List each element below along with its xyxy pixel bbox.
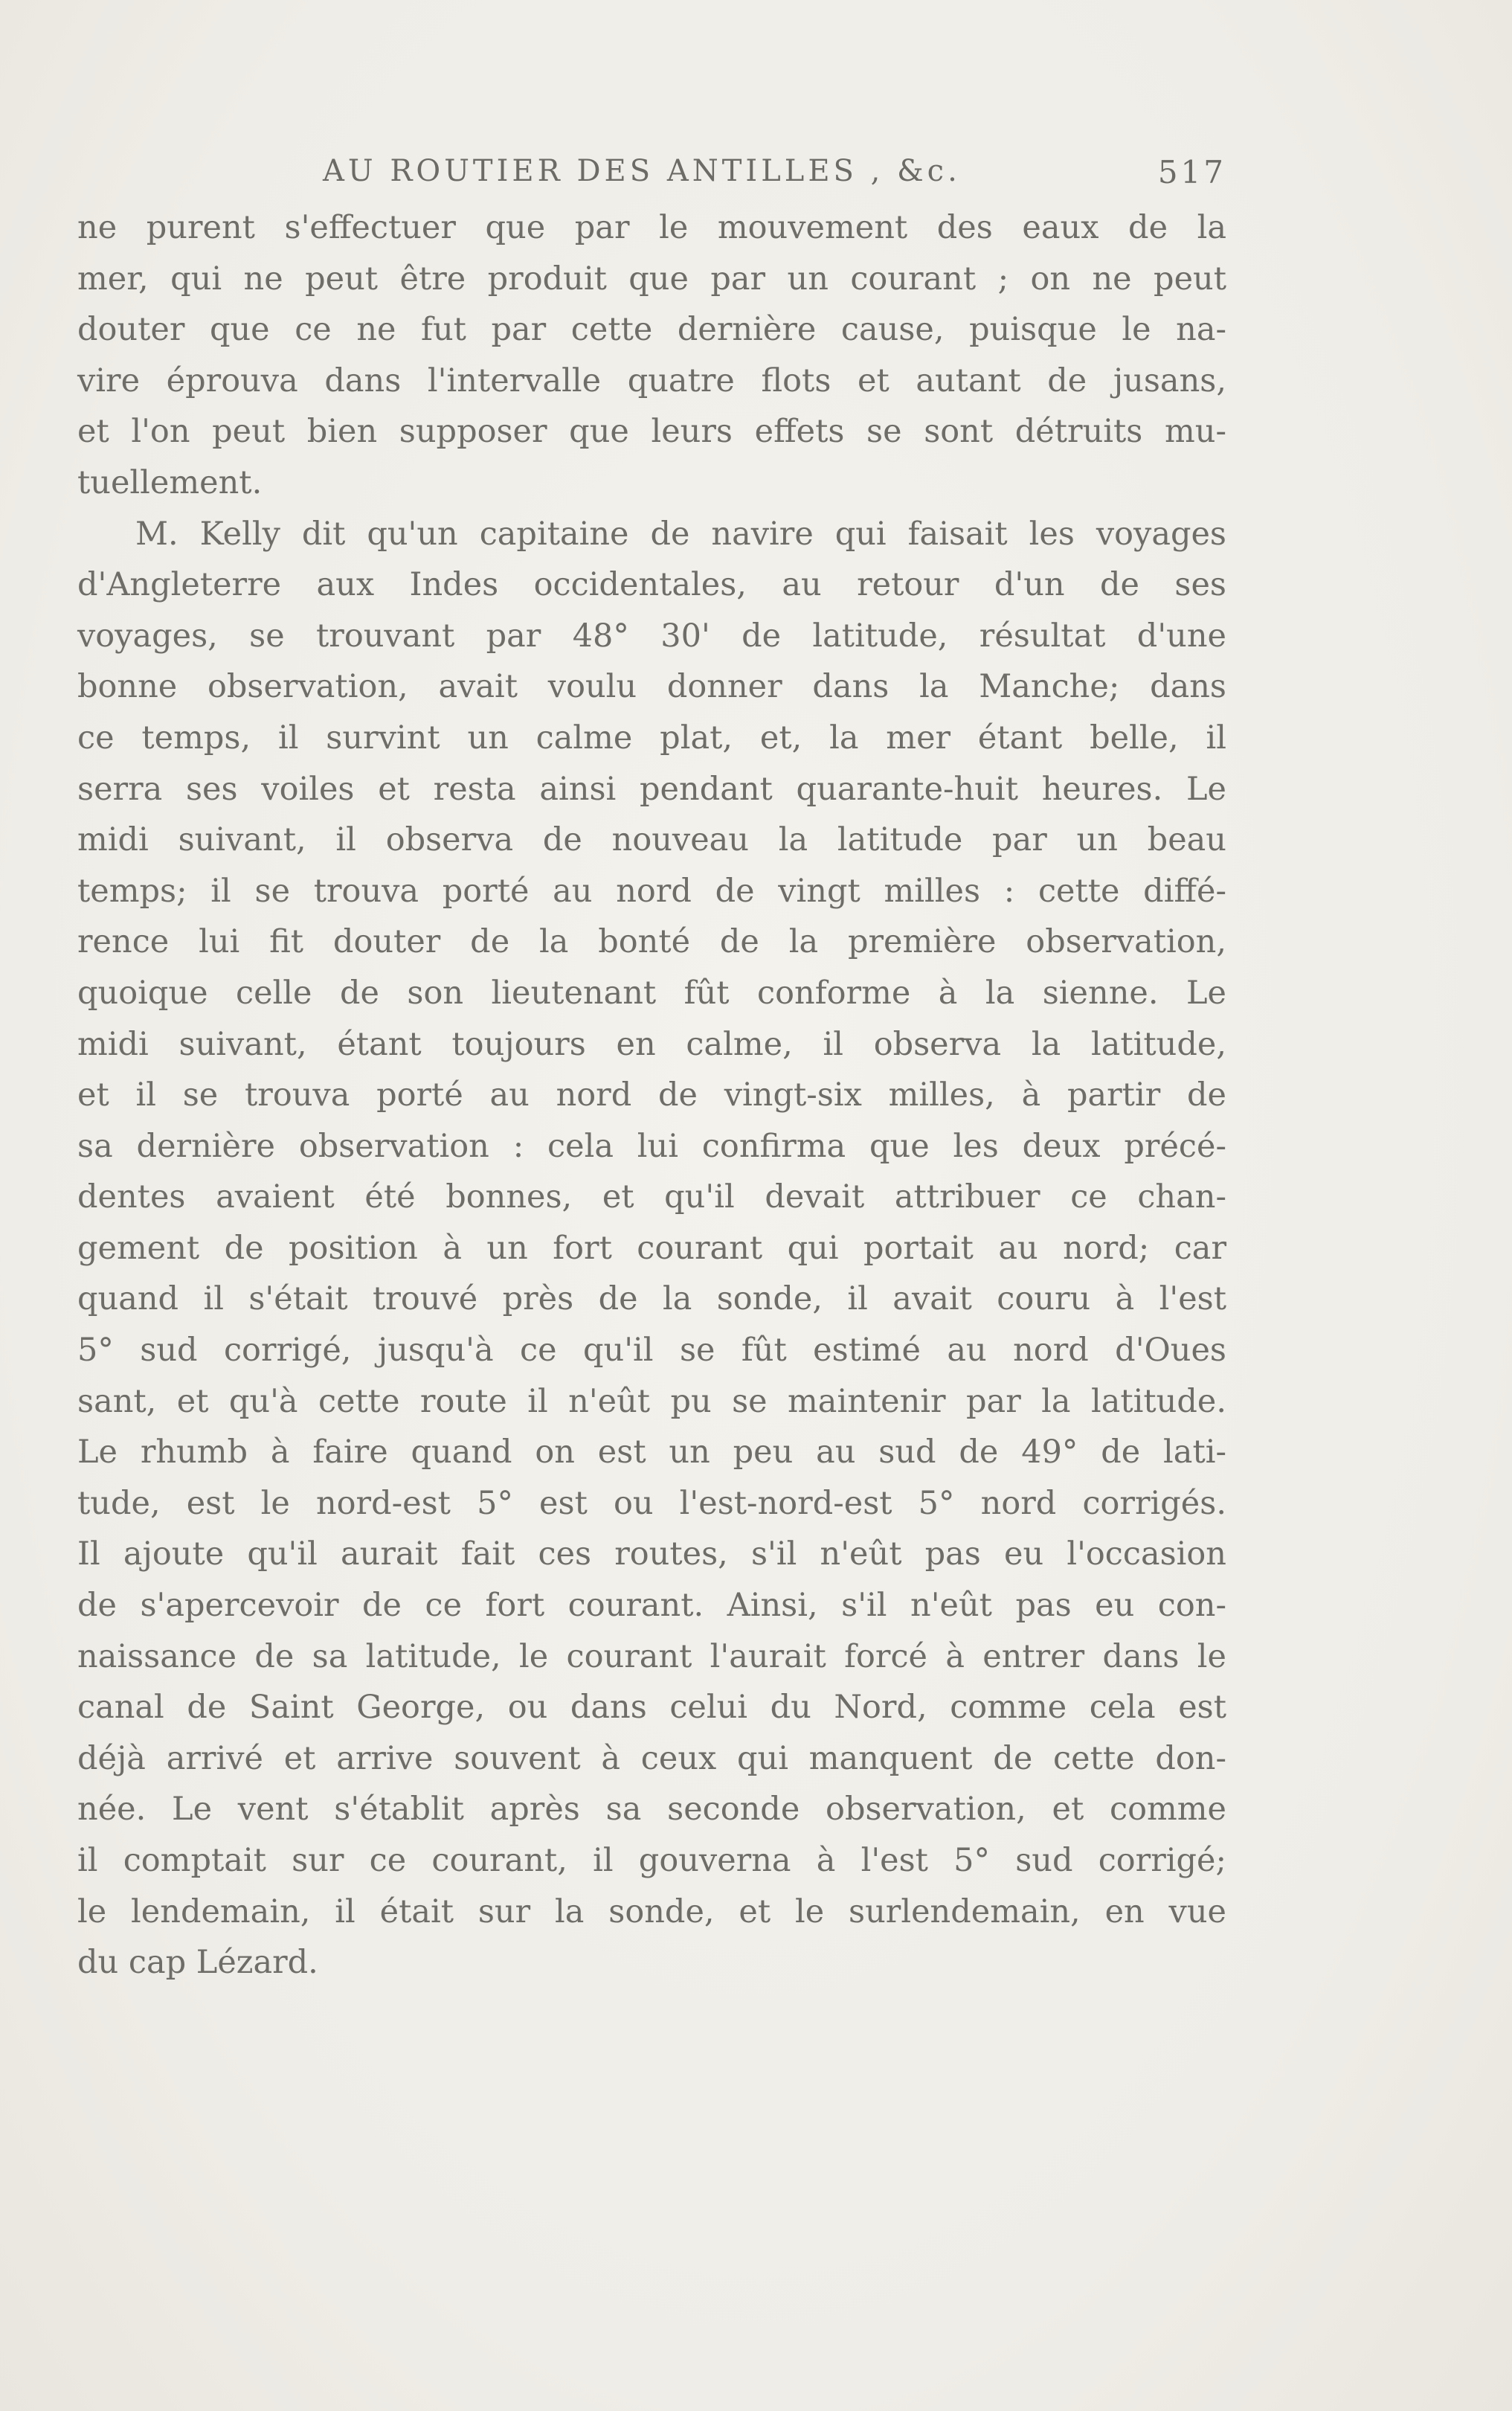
text-line: il comptait sur ce courant, il gouverna à l'est 5° sud corrigé; xyxy=(77,1842,1226,1879)
text-line: de s'apercevoir de ce fort courant. Ainsi, s'il n'eût pas eu con- xyxy=(77,1587,1226,1625)
text-line: bonne observation, avait voulu donner dans la Manche; dans xyxy=(77,668,1226,706)
text-line: voyages, se trouvant par 48° 30' de latitude, résultat d'une xyxy=(77,617,1226,655)
text-line: midi suivant, étant toujours en calme, il observa la latitude, xyxy=(77,1025,1226,1063)
text-line: serra ses voiles et resta ainsi pendant quarante-huit heures. Le xyxy=(77,770,1226,808)
text-line: rence lui fit douter de la bonté de la première observation, xyxy=(77,923,1226,961)
text-line: douter que ce ne fut par cette dernière cause, puisque le na- xyxy=(77,311,1226,349)
text-line: Il ajoute qu'il aurait fait ces routes, s'il n'eût pas eu l'occasion xyxy=(77,1535,1226,1573)
text-line: 5° sud corrigé, jusqu'à ce qu'il se fût estimé au nord d'Oues xyxy=(77,1332,1226,1370)
text-line: déjà arrivé et arrive souvent à ceux qui manquent de cette don- xyxy=(77,1739,1226,1777)
text-line: d'Angleterre aux Indes occidentales, au retour d'un de ses xyxy=(77,566,1226,604)
paragraph xyxy=(77,509,1226,1988)
text-line: gement de position à un fort courant qui portait au nord; car xyxy=(77,1229,1226,1267)
text-line: sa dernière observation : cela lui confirma que les deux précé- xyxy=(77,1127,1226,1165)
text-line: ne purent s'effectuer que par le mouvement des eaux de la xyxy=(77,209,1226,246)
text-line: du cap Lézard. xyxy=(77,1944,318,1982)
text-line: et l'on peut bien supposer que leurs effets se sont détruits mu- xyxy=(77,413,1226,451)
text-line: née. Le vent s'établit après sa seconde observation, et comme xyxy=(77,1791,1226,1829)
text-line: temps; il se trouva porté au nord de vingt milles : cette diffé- xyxy=(77,872,1226,910)
running-title: AU ROUTIER DES ANTILLES , &c. xyxy=(323,154,961,188)
text-line: vire éprouva dans l'intervalle quatre flots et autant de jusans, xyxy=(77,362,1226,399)
paragraph xyxy=(77,202,1226,509)
text-line: M. Kelly dit qu'un capitaine de navire qui faisait les voyages xyxy=(135,515,1226,553)
text-line: Le rhumb à faire quand on est un peu au sud de 49° de lati- xyxy=(77,1434,1226,1471)
text-line: midi suivant, il observa de nouveau la latitude par un beau xyxy=(77,821,1226,859)
text-line: ce temps, il survint un calme plat, et, la mer étant belle, il xyxy=(77,719,1226,757)
text-line: quoique celle de son lieutenant fût conforme à la sienne. Le xyxy=(77,974,1226,1012)
body-text xyxy=(77,202,1226,1988)
text-line: canal de Saint George, ou dans celui du Nord, comme cela est xyxy=(77,1689,1226,1727)
text-line: naissance de sa latitude, le courant l'aurait forcé à entrer dans le xyxy=(77,1637,1226,1675)
text-line: dentes avaient été bonnes, et qu'il devait attribuer ce chan- xyxy=(77,1178,1226,1216)
text-line: et il se trouva porté au nord de vingt-six milles, à partir de xyxy=(77,1076,1226,1114)
text-line: mer, qui ne peut être produit que par un courant ; on ne peut xyxy=(77,260,1226,298)
text-line: le lendemain, il était sur la sonde, et le surlendemain, en vue xyxy=(77,1892,1226,1930)
text-line: tuellement. xyxy=(77,463,263,501)
text-line: sant, et qu'à cette route il n'eût pu se maintenir par la latitude. xyxy=(77,1382,1226,1420)
running-header xyxy=(77,154,1226,199)
text-line: tude, est le nord-est 5° est ou l'est-nord-est 5° nord corrigés. xyxy=(77,1484,1226,1522)
text-line: quand il s'était trouvé près de la sonde, il avait couru à l'est xyxy=(77,1280,1226,1318)
page-number: 517 xyxy=(1157,154,1226,190)
